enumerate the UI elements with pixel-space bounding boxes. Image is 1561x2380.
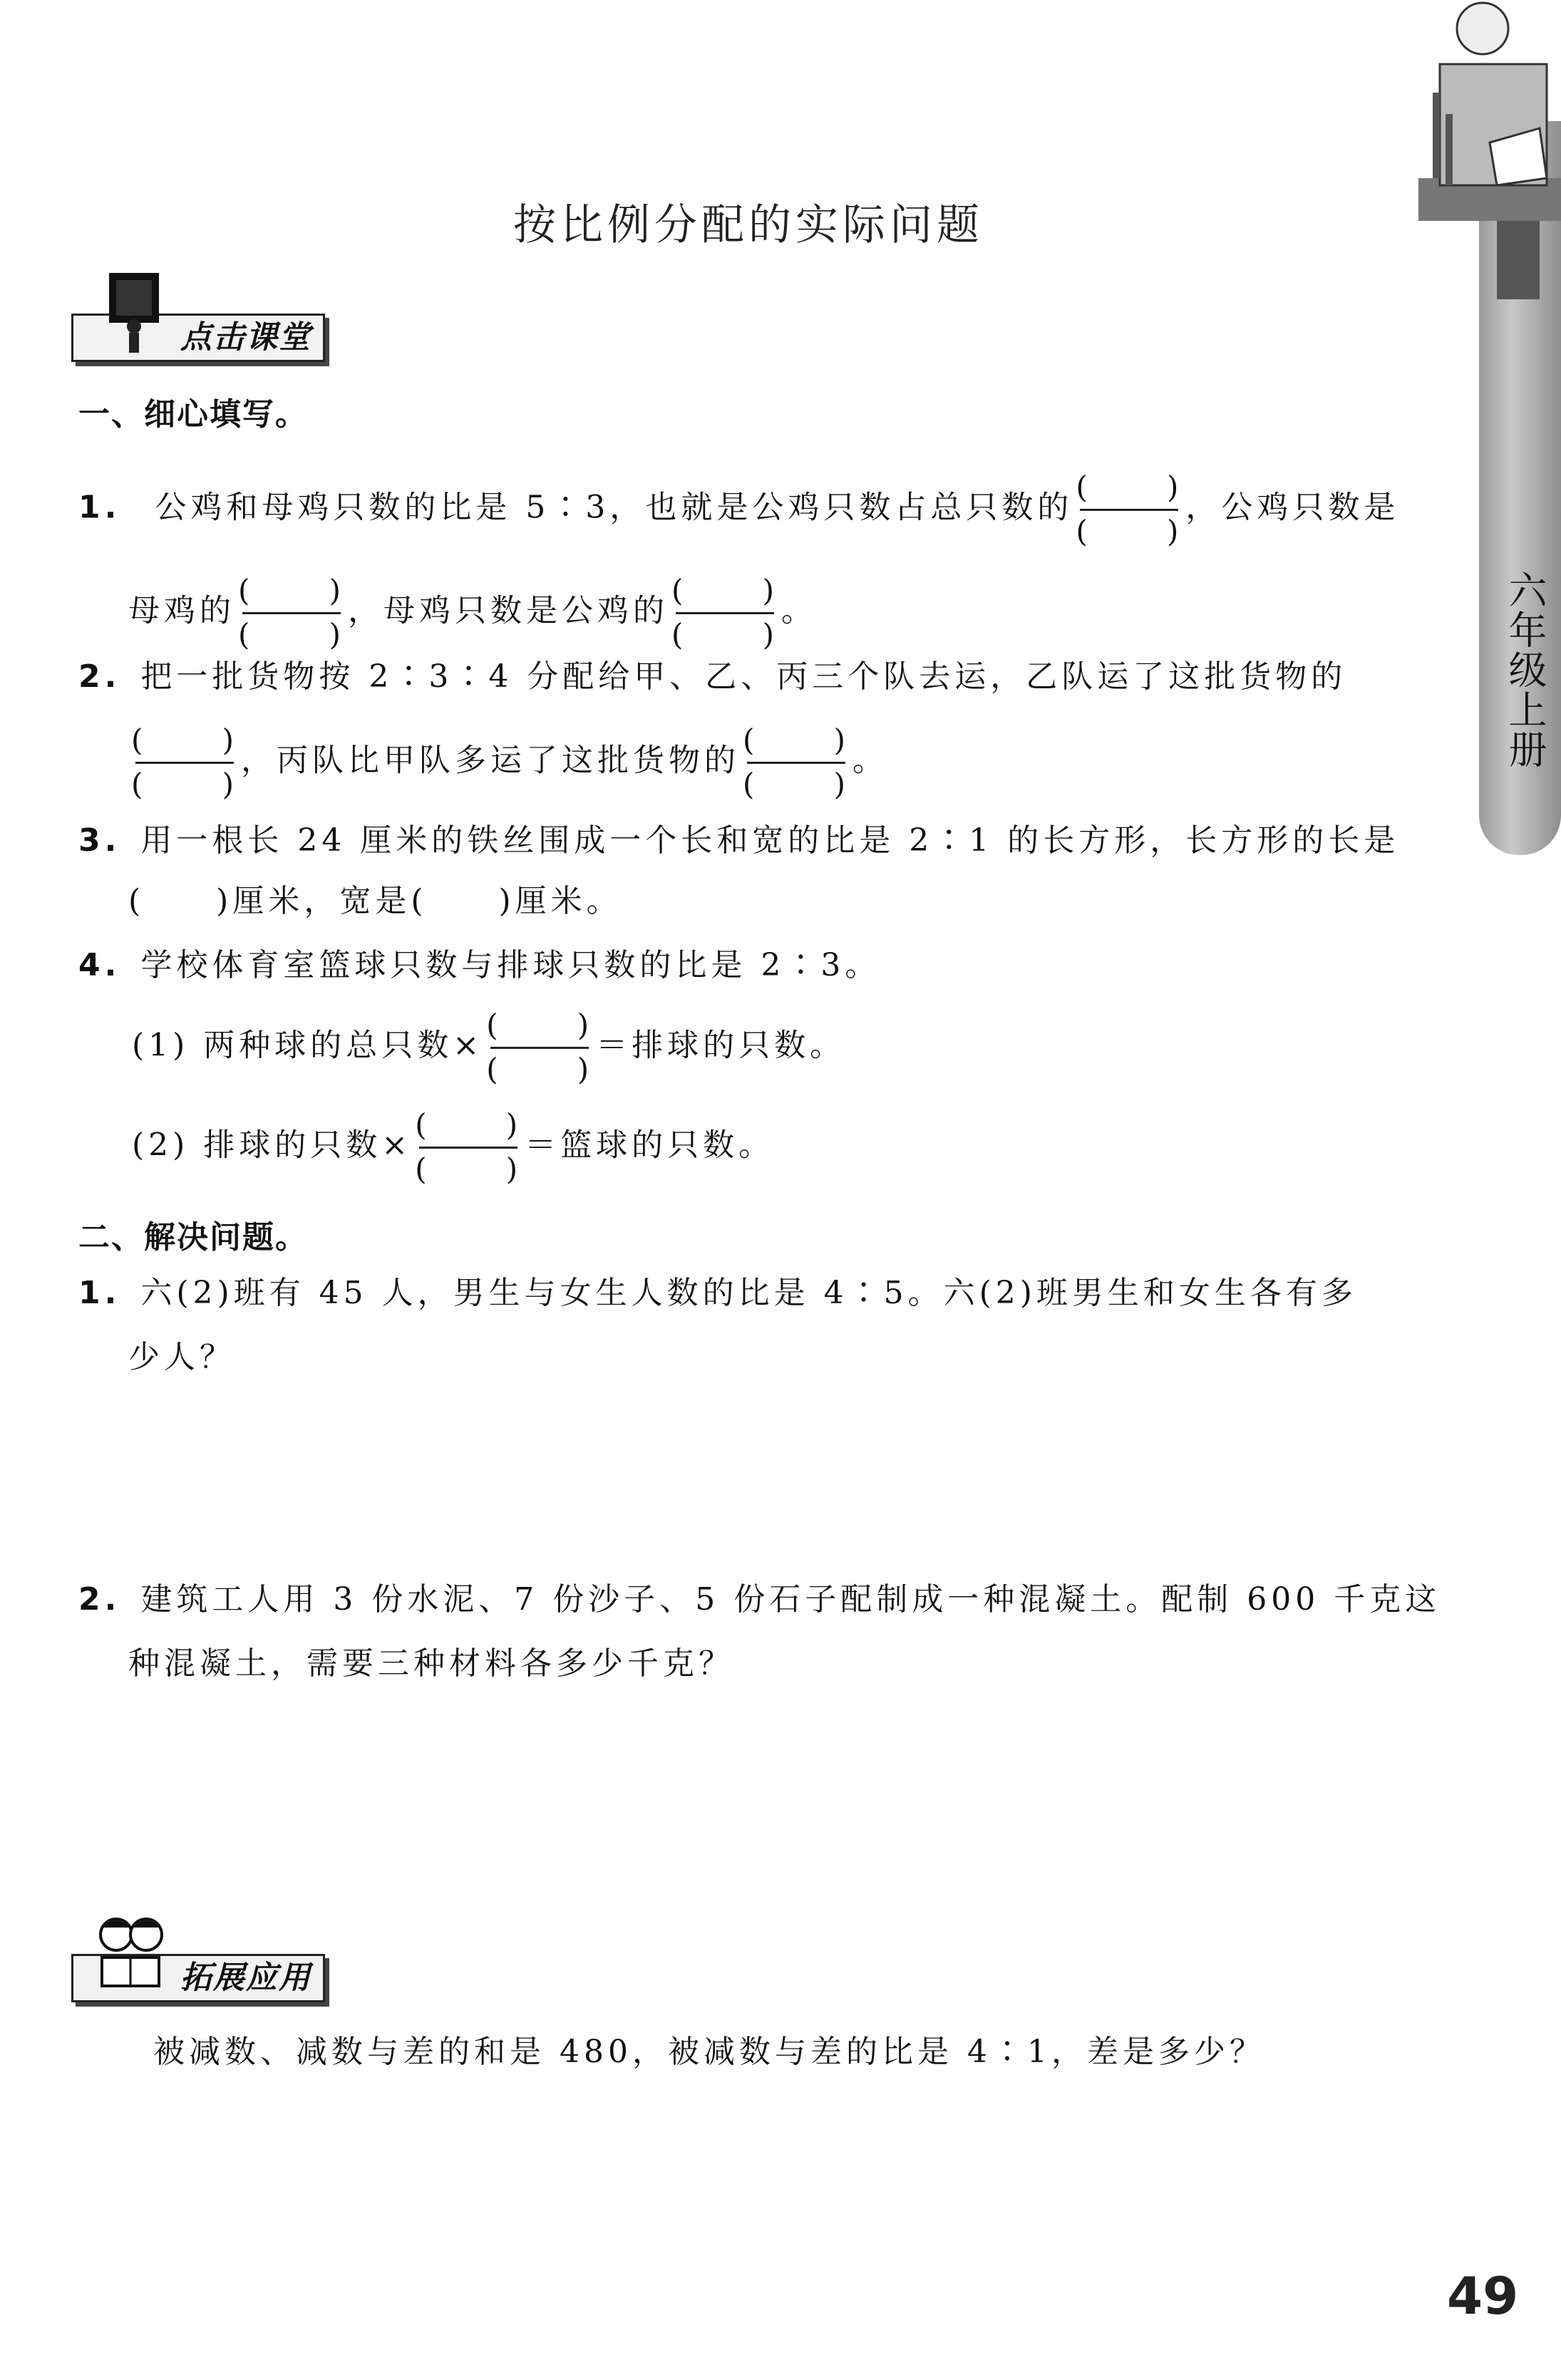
question-3-line-1: 3. 用一根长 24 厘米的铁丝围成一个长和宽的比是 2∶1 的长方形，长方形的长是 (78, 822, 1400, 859)
fraction-blank[interactable]: ( ) ( ) (486, 1008, 594, 1087)
extension-problem: 被减数、减数与差的和是 480，被减数与差的比是 4∶1，差是多少？ (153, 2034, 1265, 2070)
question-4-line-1: 4. 学校体育室篮球只数与排球只数的比是 2∶3。 (78, 947, 881, 983)
fraction-blank[interactable]: ( ) ( ) (415, 1107, 522, 1186)
section-badge-extend: 拓展应用 (71, 1954, 325, 2002)
fraction-blank[interactable]: ( ) ( ) (1076, 470, 1183, 549)
question-3-line-2: ( )厘米，宽是( )厘米。 (128, 883, 622, 919)
page-number: 49 (1447, 2266, 1519, 2326)
problem-2-line-1: 2. 建筑工人用 3 份水泥、7 份沙子、5 份石子配制成一种混凝土。配制 600 千克这 (78, 1581, 1441, 1618)
question-1-line-1: 1. 公鸡和母鸡只数的比是 5∶3，也就是公鸡只数占总只数的 ( ) ( ) ，公鸡只数是 (78, 467, 1399, 552)
question-4-part-2: (2) 排球的只数× ( ) ( ) ＝篮球的只数。 (132, 1104, 774, 1190)
section-badge-classroom: 点击课堂 (71, 314, 325, 362)
page-title: 按比例分配的实际问题 (513, 200, 984, 250)
problem-2-line-2: 种混凝土，需要三种材料各多少千克？ (128, 1645, 734, 1682)
question-2-line-2: ( ) ( ) ，丙队比甲队多运了这批货物的 ( ) ( ) 。 (128, 720, 888, 805)
problem-1-line-1: 1. 六(2)班有 45 人，男生与女生人数的比是 4∶5。六(2)班男生和女生各有多 (78, 1275, 1357, 1311)
problem-1-line-2: 少人？ (128, 1339, 235, 1375)
fraction-blank[interactable]: ( ) ( ) (743, 723, 850, 802)
fraction-blank[interactable]: ( ) ( ) (131, 723, 238, 802)
teacher-board-icon (95, 273, 166, 357)
section-heading-fill: 一、细心填写。 (78, 396, 308, 433)
answer-space-2[interactable] (128, 1703, 1411, 1903)
question-2-line-1: 2. 把一批货物按 2∶3∶4 分配给甲、乙、丙三个队去运，乙队运了这批货物的 (78, 658, 1347, 695)
question-4-part-1: (1) 两种球的总只数× ( ) ( ) ＝排球的只数。 (132, 1005, 845, 1090)
answer-space-3[interactable] (153, 2095, 1408, 2252)
section-heading-solve: 二、解决问题。 (78, 1219, 308, 1256)
cartoon-illustration (1397, 0, 1561, 299)
grade-label: 六年级上册 (1503, 570, 1547, 770)
question-1-line-2: 母鸡的 ( ) ( ) ，母鸡只数是公鸡的 ( ) ( ) 。 (128, 570, 817, 656)
answer-space-1[interactable] (128, 1397, 1411, 1553)
kids-reading-icon (95, 1913, 166, 1997)
fraction-blank[interactable]: ( ) ( ) (671, 573, 778, 652)
fraction-blank[interactable]: ( ) ( ) (238, 573, 345, 652)
